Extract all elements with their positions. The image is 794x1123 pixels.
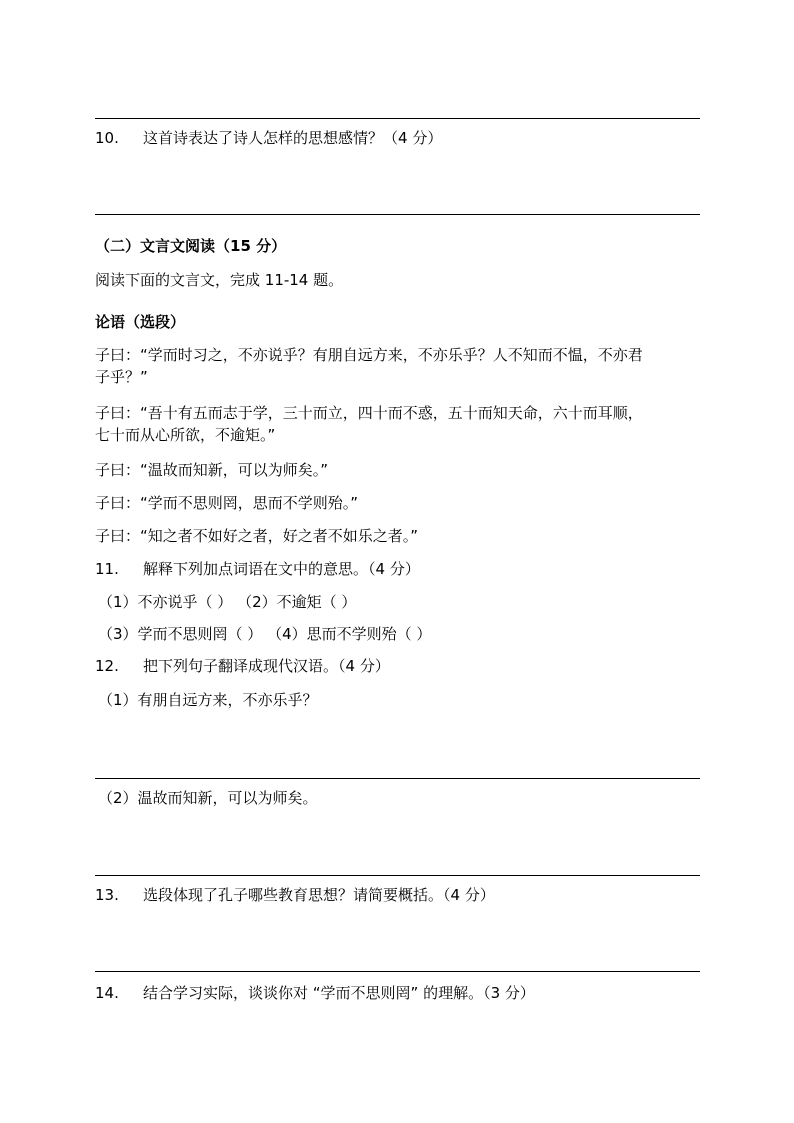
question-text: 结合学习实际，谈谈你对 “学而不思则罔” 的理解。（3 分） <box>143 984 535 1002</box>
passage-line: 子曰：“知之者不如好之者，好之者不如乐之者。” <box>95 527 419 545</box>
question-number: 11. <box>95 560 119 578</box>
passage-line: 子曰：“学而时习之，不亦说乎？有朋自远方来，不亦乐乎？人不知而不愠，不亦君 <box>95 346 643 364</box>
passage-line: 子乎？” <box>95 368 148 386</box>
passage-line: 子曰：“吾十有五而志于学，三十而立，四十而不惑，五十而知天命，六十而耳顺， <box>95 404 643 422</box>
answer-line <box>95 118 700 119</box>
sub-question: （1）有朋自远方来，不亦乐乎？ <box>98 691 318 709</box>
answer-line <box>95 214 700 215</box>
passage-line: 七十而从心所欲，不逾矩。” <box>95 426 276 444</box>
sub-question-row: （3）学而不思则罔（ ） （4）思而不学则殆（ ） <box>98 625 432 643</box>
question-text: 把下列句子翻译成现代汉语。（4 分） <box>143 657 390 675</box>
answer-line <box>95 875 700 876</box>
question-number: 10. <box>95 129 119 147</box>
sub-question-row: （1）不亦说乎（ ） （2）不逾矩（ ） <box>98 593 357 611</box>
answer-line <box>95 778 700 779</box>
passage-line: 子曰：“学而不思则罔，思而不学则殆。” <box>95 494 359 512</box>
question-text: 选段体现了孔子哪些教育思想？请简要概括。（4 分） <box>143 886 495 904</box>
question-13 <box>95 885 495 905</box>
passage-line: 子曰：“温故而知新，可以为师矣。” <box>95 461 329 479</box>
section-heading: （二）文言文阅读（15 分） <box>95 237 287 255</box>
question-number: 13. <box>95 886 119 904</box>
question-text: 解释下列加点词语在文中的意思。（4 分） <box>143 560 420 578</box>
sub-question: （2）温故而知新，可以为师矣。 <box>98 789 318 807</box>
question-text: 这首诗表达了诗人怎样的思想感情？（4 分） <box>143 129 443 147</box>
question-number: 12. <box>95 657 119 675</box>
question-number: 14. <box>95 984 119 1002</box>
section-instruction: 阅读下面的文言文，完成 11-14 题。 <box>95 271 344 289</box>
question-10 <box>95 128 442 148</box>
question-12 <box>95 656 390 676</box>
question-11 <box>95 559 420 579</box>
passage-title: 论语（选段） <box>95 313 186 331</box>
question-14 <box>95 983 535 1003</box>
answer-line <box>95 971 700 972</box>
